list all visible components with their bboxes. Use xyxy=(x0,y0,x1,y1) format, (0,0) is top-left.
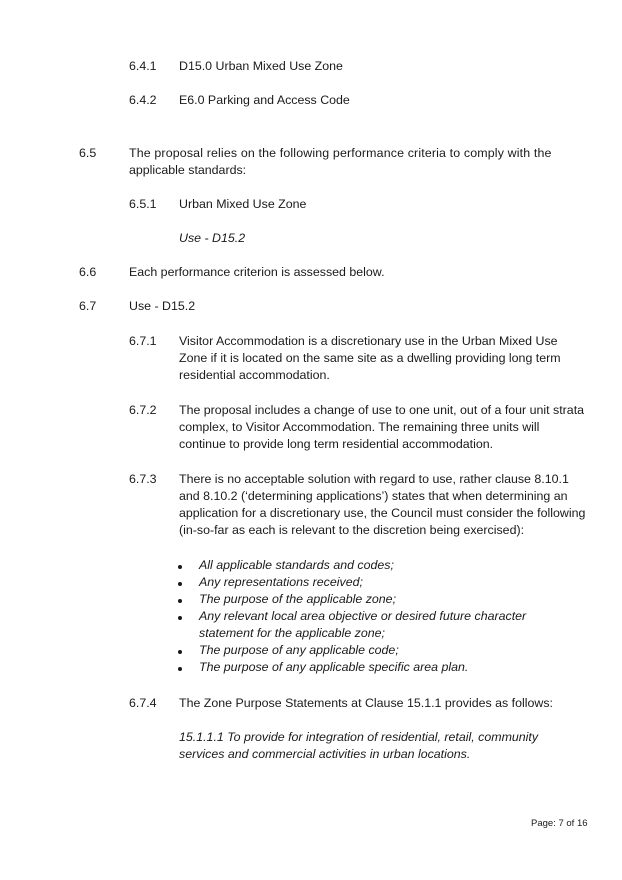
zone-purpose-quote-line2: services and commercial activities in urban locations. xyxy=(179,747,471,761)
bullet-dot xyxy=(178,582,182,586)
clause-text-6-5-1: Urban Mixed Use Zone xyxy=(179,197,307,211)
clause-number-6-7-2: 6.7.2 xyxy=(129,403,157,417)
clause-text-6-7-2-line1: The proposal includes a change of use to one unit, out of a four unit strata xyxy=(179,403,585,417)
clause-text-6-7-3-line4: (in-so-far as each is relevant to the discretion being exercised): xyxy=(179,523,525,537)
bullet-dot xyxy=(178,565,182,569)
clause-text-6-5-line1: The proposal relies on the following performance criteria to comply with the xyxy=(129,146,552,160)
bullet-item-5: The purpose of any applicable code; xyxy=(199,643,399,657)
clause-text-6-7-3-line2: and 8.10.2 (‘determining applications’) states that when determining an xyxy=(179,489,568,503)
clause-number-6-7-4: 6.7.4 xyxy=(129,696,157,710)
clause-number-6-5-1: 6.5.1 xyxy=(129,197,157,211)
clause-text-6-7: Use - D15.2 xyxy=(129,299,196,313)
bullet-dot xyxy=(178,650,182,654)
clause-text-6-4-1: D15.0 Urban Mixed Use Zone xyxy=(179,59,343,73)
clause-text-6-7-1-line2: Zone if it is located on the same site as a dwelling providing long term xyxy=(179,351,561,365)
clause-text-6-7-1-line3: residential accommodation. xyxy=(179,368,330,382)
page-number-footer: Page: 7 of 16 xyxy=(531,818,588,829)
clause-subheading-use: Use - D15.2 xyxy=(179,231,246,245)
clause-number-6-4-2: 6.4.2 xyxy=(129,93,157,107)
bullet-dot xyxy=(178,616,182,620)
zone-purpose-quote-line1: 15.1.1.1 To provide for integration of residential, retail, community xyxy=(179,730,539,744)
clause-text-6-7-1-line1: Visitor Accommodation is a discretionary use in the Urban Mixed Use xyxy=(179,334,558,348)
clause-text-6-7-2-line2: complex, to Visitor Accommodation. The remaining three units will xyxy=(179,420,540,434)
clause-text-6-7-3-line3: application for a discretionary use, the Council must consider the following xyxy=(179,506,586,520)
bullet-item-1: All applicable standards and codes; xyxy=(199,558,394,572)
clause-number-6-7-1: 6.7.1 xyxy=(129,334,157,348)
clause-number-6-7: 6.7 xyxy=(79,299,97,313)
bullet-item-2: Any representations received; xyxy=(199,575,363,589)
clause-text-6-7-2-line3: continue to provide long term residential accommodation. xyxy=(179,437,494,451)
clause-number-6-4-1: 6.4.1 xyxy=(129,59,157,73)
clause-text-6-6: Each performance criterion is assessed below. xyxy=(129,265,385,279)
bullet-dot xyxy=(178,599,182,603)
clause-text-6-7-4: The Zone Purpose Statements at Clause 15.1.1 provides as follows: xyxy=(179,696,553,710)
bullet-dot xyxy=(178,667,182,671)
clause-number-6-5: 6.5 xyxy=(79,146,97,160)
clause-number-6-6: 6.6 xyxy=(79,265,97,279)
clause-text-6-4-2: E6.0 Parking and Access Code xyxy=(179,93,350,107)
clause-text-6-7-3-line1: There is no acceptable solution with regard to use, rather clause 8.10.1 xyxy=(179,472,569,486)
bullet-item-6: The purpose of any applicable specific area plan. xyxy=(199,660,469,674)
bullet-item-4-line1: Any relevant local area objective or desired future character xyxy=(199,609,527,623)
bullet-item-3: The purpose of the applicable zone; xyxy=(199,592,397,606)
clause-number-6-7-3: 6.7.3 xyxy=(129,472,157,486)
bullet-item-4-line2: statement for the applicable zone; xyxy=(199,626,385,640)
clause-text-6-5-line2: applicable standards: xyxy=(129,163,247,177)
